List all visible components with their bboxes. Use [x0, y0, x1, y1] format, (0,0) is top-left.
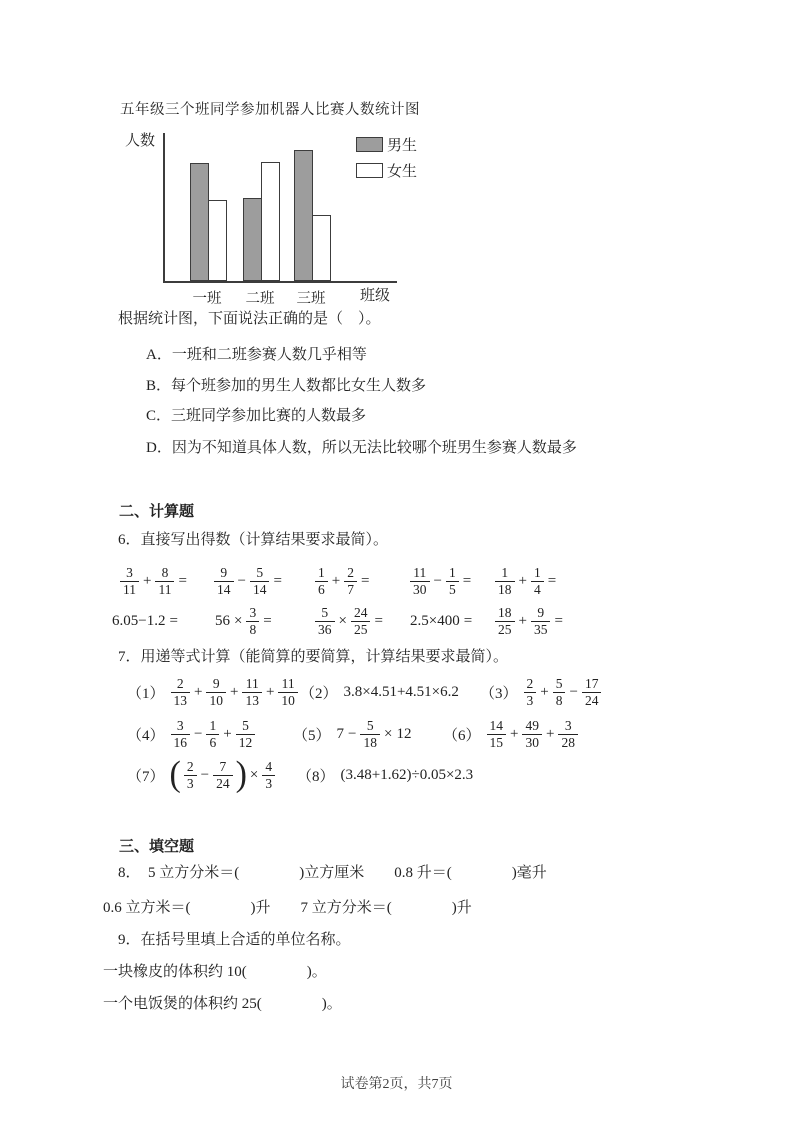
question8-line2: 0.6 立方米＝( )升 7 立方分米＝( )升: [103, 900, 472, 916]
q7-no-4: （4）: [127, 727, 165, 744]
section3-heading: 三、填空题: [119, 839, 195, 855]
q7-item-7: [127, 754, 297, 794]
legend-item-男生: [356, 134, 417, 155]
q7-no-3: （3）: [480, 685, 518, 702]
x-category-一班: 一班: [192, 291, 222, 307]
q7-expr-1: $\frac{2}{13}$ + $\frac{9}{10}$ + $\frac{11}{13}$ + $\frac{11}{10}$: [169, 676, 300, 707]
question9-label: 9．在括号里填上合适的单位名称。: [118, 932, 351, 948]
bar-girls-一班: [208, 200, 227, 281]
q7-no-8: （8）: [297, 768, 335, 785]
q6-expr-5: $\frac{1}{18}$ + $\frac{1}{4}$ =: [493, 565, 558, 596]
page-footer: 试卷第2页，共7页: [340, 1077, 453, 1092]
question7-row1: [127, 672, 687, 712]
question7-row2: [127, 714, 687, 754]
q7-item-5: [293, 718, 443, 749]
q7-expr-7: ( $\frac{2}{3}$ − $\frac{7}{24}$ ) × $\frac{4}{3}$: [169, 759, 278, 790]
chart-x-category-labels: [0, 287, 793, 307]
q7-no-5: （5）: [293, 727, 331, 744]
bar-girls-二班: [261, 162, 280, 281]
q6-expr-2: $\frac{9}{14}$ − $\frac{5}{14}$ =: [212, 565, 313, 596]
bar-boys-三班: [294, 150, 313, 281]
q7-expr-4: $\frac{3}{16}$ − $\frac{1}{6}$ + $\frac{5}{12}$: [169, 718, 258, 749]
q7-expr-5: 7 − $\frac{5}{18}$ × 12: [336, 718, 412, 750]
q6-expr-7: 56 × $\frac{3}{8}$ =: [215, 605, 272, 637]
question9-line2: 一个电饭煲的体积约 25( )。: [103, 996, 342, 1012]
q7-item-8: [297, 765, 475, 786]
legend-item-女生: [356, 160, 417, 181]
section2-heading: 二、计算题: [119, 504, 195, 520]
q7-expr-8: (3.48+1.62)÷0.05×2.3: [340, 766, 474, 783]
q6-expr-9: 2.5×400 =: [410, 612, 473, 629]
bar-girls-三班: [312, 215, 331, 281]
question5-option-d: D．因为不知道具体人数，所以无法比较哪个班男生参赛人数最多: [146, 440, 577, 456]
q6-expr-1: $\frac{3}{11}$ + $\frac{8}{11}$ =: [118, 565, 212, 596]
legend-label: 男生: [387, 138, 418, 154]
question8-line1: 8． 5 立方分米＝( )立方厘米 0.8 升＝( )毫升: [118, 865, 547, 881]
chart-legend: [356, 134, 417, 186]
question5-option-b: B．每个班参加的男生人数都比女生人数多: [146, 378, 427, 394]
q7-no-2: （2）: [300, 685, 338, 702]
legend-label: 女生: [387, 164, 418, 180]
question9-line1: 一块橡皮的体积约 10( )。: [103, 964, 327, 980]
q7-item-6: [443, 718, 580, 749]
question5-option-c: C．三班同学参加比赛的人数最多: [146, 408, 367, 424]
q6-expr-10: $\frac{18}{25}$ + $\frac{9}{35}$ =: [493, 605, 565, 636]
bar-boys-二班: [243, 198, 262, 281]
x-category-二班: 二班: [245, 291, 275, 307]
q7-item-1: [127, 676, 300, 707]
question5-option-a: A．一班和二班参赛人数几乎相等: [146, 347, 367, 363]
q7-item-2: [300, 682, 480, 703]
q6-expr-4: $\frac{11}{30}$ − $\frac{1}{5}$ =: [408, 565, 493, 596]
q7-no-7: （7）: [127, 768, 165, 785]
chart-x-axis-label: 班级: [360, 288, 391, 304]
bar-boys-一班: [190, 163, 209, 281]
q7-expr-2: 3.8×4.51+4.51×6.2: [343, 683, 459, 700]
legend-swatch-icon: [356, 163, 383, 178]
q6-expr-3: $\frac{1}{6}$ + $\frac{2}{7}$ =: [313, 565, 408, 596]
question7-label: 7．用递等式计算（能简算的要简算，计算结果要求最简）。: [118, 649, 509, 665]
chart-y-axis-label: 人数: [125, 133, 156, 149]
q7-item-3: [480, 676, 603, 707]
q6-expr-6: 6.05−1.2 =: [112, 612, 178, 629]
q7-expr-3: $\frac{2}{3}$ + $\frac{5}{8}$ − $\frac{17}{24}$: [522, 676, 604, 707]
question7-row3: [127, 754, 687, 796]
q7-expr-6: $\frac{14}{15}$ + $\frac{49}{30}$ + $\frac{3}{28}$: [485, 718, 580, 749]
question6-label: 6．直接写出得数（计算结果要求最简）。: [118, 532, 389, 548]
q7-no-1: （1）: [127, 685, 165, 702]
q6-expr-8: $\frac{5}{36}$ × $\frac{24}{25}$ =: [313, 605, 408, 636]
question6-row2: [110, 602, 680, 640]
chart-title: 五年级三个班同学参加机器人比赛人数统计图: [120, 102, 420, 118]
question5-stem: 根据统计图，下面说法正确的是（ ）。: [118, 311, 381, 327]
q7-no-6: （6）: [443, 727, 481, 744]
legend-swatch-icon: [356, 137, 383, 152]
x-category-三班: 三班: [296, 291, 326, 307]
question6-row1: [118, 562, 678, 600]
q7-item-4: [127, 718, 293, 749]
